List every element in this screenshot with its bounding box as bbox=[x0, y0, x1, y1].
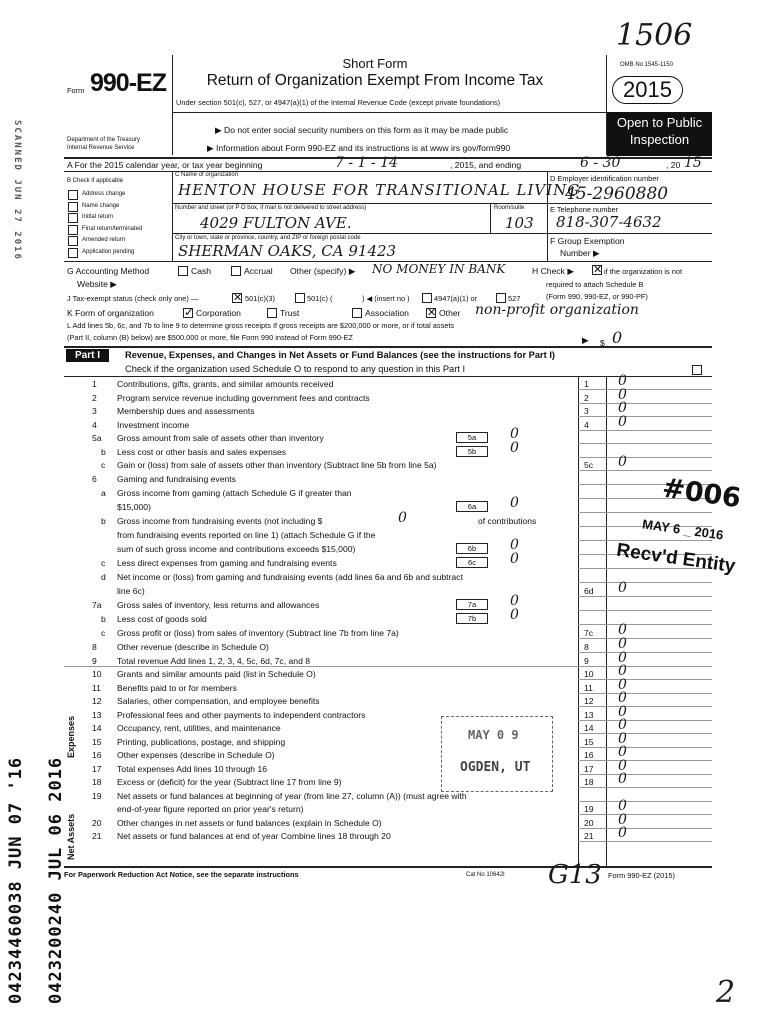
sub-box-label: 7a bbox=[456, 599, 488, 610]
line-text: Net assets or fund balances at end of year Combine lines 18 through 20 bbox=[117, 831, 391, 841]
line-number: 11 bbox=[92, 682, 101, 693]
b-checkbox-label: Initial return bbox=[82, 214, 114, 220]
line-number: c bbox=[101, 628, 106, 638]
line-text: $15,000) bbox=[117, 502, 151, 512]
line-text: Other expenses (describe in Schedule O) bbox=[117, 750, 275, 760]
stamp-code: #006 bbox=[660, 472, 743, 515]
amount-box-label: 16 bbox=[584, 750, 594, 760]
line-inline-amount[interactable]: 0 bbox=[398, 510, 407, 526]
gross-receipts-value[interactable]: 0 bbox=[612, 328, 623, 347]
line-text: Grants and similar amounts paid (list in Schedule O) bbox=[117, 669, 316, 679]
room-label: Room/suite bbox=[494, 205, 525, 211]
amount-value[interactable]: 0 bbox=[618, 649, 627, 666]
l-line-1: L Add lines 5b, 6c, and 7b to line 9 to determine gross receipts If gross receipts are $200,000 or more, or if total assets bbox=[67, 321, 455, 330]
amount-value[interactable]: 0 bbox=[618, 798, 627, 814]
amount-box-label: 21 bbox=[584, 831, 594, 841]
b-checkbox[interactable] bbox=[68, 213, 78, 223]
association-label: Association bbox=[365, 308, 409, 318]
b-checkbox-label: Address change bbox=[82, 191, 126, 197]
line-number: d bbox=[101, 572, 106, 582]
org-name[interactable]: HENTON HOUSE FOR TRANSITIONAL LIVING bbox=[178, 181, 581, 199]
line-number: 6 bbox=[92, 474, 97, 484]
line-number: c bbox=[101, 460, 106, 470]
b-checkbox[interactable] bbox=[68, 190, 78, 200]
top-right-handwritten-number: 1506 bbox=[616, 18, 693, 53]
part1-schedule-o-check: Check if the organization used Schedule O to respond to any question in this Part I bbox=[125, 364, 466, 374]
line-text: Contributions, gifts, grants, and similar amounts received bbox=[117, 379, 334, 389]
line-number: 20 bbox=[92, 817, 102, 828]
sub-box-value[interactable]: 0 bbox=[510, 426, 519, 442]
other-method-specify[interactable]: NO MONEY IN BANK bbox=[372, 262, 506, 276]
line-text: Occupancy, rent, utilities, and maintenance bbox=[117, 723, 281, 733]
amount-box-label: 15 bbox=[584, 736, 594, 747]
501c-label: 501(c) ( bbox=[307, 294, 333, 303]
line-text: Less direct expenses from gaming and fundraising events bbox=[117, 558, 337, 568]
line-number: 13 bbox=[92, 709, 102, 720]
b-check-label: B Check if applicable bbox=[67, 178, 124, 184]
line-text: from fundraising events reported on line 1) (attach Schedule G if the bbox=[117, 530, 376, 540]
tax-exempt-status-label: J Tax-exempt status (check only one) — bbox=[67, 294, 199, 303]
sub-box-label: 5a bbox=[456, 432, 488, 443]
line-text: Less cost of goods sold bbox=[117, 614, 207, 624]
line-number: 1 bbox=[92, 379, 97, 389]
sub-box-value[interactable]: 0 bbox=[510, 495, 519, 511]
amount-box-label: 1 bbox=[584, 379, 589, 389]
sub-box-label: 6b bbox=[456, 543, 488, 554]
b-checkbox-label: Name change bbox=[82, 202, 120, 209]
b-checkbox-label: Application pending bbox=[82, 248, 135, 255]
line-text: Gross profit or (loss) from sales of inventory (Subtract line 7b from line 7a) bbox=[117, 628, 399, 638]
b-checkbox[interactable] bbox=[68, 236, 78, 246]
line-text: Salaries, other compensation, and employee benefits bbox=[117, 696, 320, 706]
amount-value[interactable]: 0 bbox=[618, 730, 627, 747]
received-stamp-ogden: OGDEN, UT bbox=[460, 760, 531, 775]
phone-label: E Telephone number bbox=[550, 205, 619, 214]
group-exemption-label: F Group Exemption bbox=[550, 236, 625, 246]
line-text: Gross income from gaming (attach Schedule G if greater than bbox=[117, 488, 352, 498]
tax-year-end[interactable]: 6 - 30 bbox=[580, 155, 621, 171]
line-number: 16 bbox=[92, 750, 102, 760]
city-label: City or town, state or province, country, and ZIP or foreign postal code bbox=[175, 235, 361, 241]
line-number: 18 bbox=[92, 777, 102, 787]
sub-box-value[interactable]: 0 bbox=[510, 537, 519, 553]
footer-form: Form 990-EZ (2015) bbox=[608, 871, 675, 880]
line-text: Gaming and fundraising events bbox=[117, 474, 236, 484]
other-org-specify[interactable]: non-profit organization bbox=[475, 302, 639, 318]
amount-value[interactable]: 0 bbox=[618, 676, 627, 693]
other-org-checkbox[interactable] bbox=[426, 308, 436, 318]
line-number: b bbox=[101, 516, 106, 526]
line-number: 17 bbox=[92, 763, 102, 774]
line-text: Membership dues and assessments bbox=[117, 406, 255, 416]
amount-value[interactable]: 0 bbox=[618, 811, 627, 828]
amount-value[interactable]: 0 bbox=[618, 580, 627, 596]
line-number: 12 bbox=[92, 696, 102, 706]
accrual-label: Accrual bbox=[244, 266, 273, 276]
part1-tag: Part I bbox=[66, 349, 109, 362]
501c3-label: 501(c)(3) bbox=[245, 294, 275, 303]
line-number: 3 bbox=[92, 406, 97, 416]
line-text: Total expenses Add lines 10 through 16 bbox=[117, 763, 268, 774]
sub-box-label: 6a bbox=[456, 501, 488, 512]
association-checkbox[interactable] bbox=[352, 308, 362, 318]
ssn-notice: ▶ Do not enter social security numbers on this form as it may be made public bbox=[215, 125, 509, 135]
check-mark-icon: ✕ bbox=[427, 307, 437, 319]
amount-box-label: 7c bbox=[584, 628, 594, 638]
line-number: 9 bbox=[92, 655, 97, 666]
amount-value[interactable]: 0 bbox=[618, 744, 627, 760]
group-exemption-number: Number ▶ bbox=[560, 248, 600, 258]
line-text: Professional fees and other payments to independent contractors bbox=[117, 709, 366, 720]
city-state-zip[interactable]: SHERMAN OAKS, CA 91423 bbox=[178, 242, 397, 260]
amount-box-label: 18 bbox=[584, 777, 594, 787]
org-name-label: C Name of organization bbox=[175, 172, 239, 178]
line-text: line 6c) bbox=[117, 586, 145, 596]
amount-box-label: 12 bbox=[584, 696, 594, 706]
paperwork-notice: For Paperwork Reduction Act Notice, see the separate instructions bbox=[64, 870, 299, 879]
b-checkbox[interactable] bbox=[68, 202, 78, 212]
line-number: 7a bbox=[92, 600, 102, 610]
trust-checkbox[interactable] bbox=[267, 308, 277, 318]
amount-value[interactable]: 0 bbox=[618, 690, 627, 706]
amount-box-label: 8 bbox=[584, 642, 589, 652]
line-number: 4 bbox=[92, 419, 97, 430]
cash-checkbox[interactable] bbox=[178, 266, 188, 276]
amount-box-label: 3 bbox=[584, 406, 589, 416]
side-net-assets: Net Assets bbox=[66, 813, 76, 860]
open-public-line2: Inspection bbox=[629, 132, 690, 147]
amount-box-label: 9 bbox=[584, 655, 589, 666]
other-method-label: Other (specify) ▶ bbox=[290, 266, 356, 276]
amount-value[interactable]: 0 bbox=[618, 454, 627, 470]
accrual-checkbox[interactable] bbox=[231, 266, 241, 276]
omb-number: OMB No 1545-1150 bbox=[620, 62, 673, 68]
amount-box-label: 10 bbox=[584, 669, 594, 679]
527-label: 527 bbox=[508, 294, 521, 303]
line-number: 5a bbox=[92, 433, 102, 443]
amount-box-label: 5c bbox=[584, 460, 594, 470]
left-vertical-stamp-2: 04234460038 JUN 07 '16 bbox=[6, 756, 26, 1004]
b-checkbox[interactable] bbox=[68, 225, 78, 235]
501c3-checkbox[interactable] bbox=[232, 293, 242, 303]
amount-box-label: 17 bbox=[584, 763, 594, 774]
sub-box-value[interactable]: 0 bbox=[510, 607, 519, 623]
irs-label: Internal Revenue Service bbox=[67, 145, 135, 151]
stamp-date: MAY 6 _ 2016 bbox=[641, 516, 725, 543]
line-text: Other changes in net assets or fund balances (explain in Schedule O) bbox=[117, 817, 382, 828]
accounting-method-label: G Accounting Method bbox=[67, 266, 150, 276]
schedule-b-checkbox[interactable] bbox=[592, 265, 602, 275]
tax-year-begin[interactable]: 7 - 1 - 14 bbox=[335, 155, 398, 171]
line-text: sum of such gross income and contributions exceeds $15,000) bbox=[117, 544, 356, 554]
open-public-line1: Open to Public bbox=[616, 115, 703, 130]
amount-value[interactable]: 0 bbox=[618, 386, 627, 403]
stamp-recvd-entity: Recv'd Entity bbox=[615, 539, 737, 578]
schedule-o-checkbox[interactable] bbox=[692, 365, 702, 375]
4947-checkbox[interactable] bbox=[422, 293, 432, 303]
amount-value[interactable]: 0 bbox=[618, 622, 627, 638]
line-number: b bbox=[101, 446, 106, 457]
phone-value[interactable]: 818-307-4632 bbox=[556, 213, 662, 231]
amount-value[interactable]: 0 bbox=[618, 413, 627, 430]
line-text: Less cost or other basis and sales expenses bbox=[117, 446, 287, 457]
received-stamp-date: MAY 0 9 bbox=[468, 728, 519, 742]
line-number: a bbox=[101, 488, 106, 498]
line-text: Excess or (deficit) for the year (Subtract line 17 from line 9) bbox=[117, 777, 342, 787]
check-mark-icon: ✕ bbox=[593, 264, 603, 276]
b-checkbox-label: Final return/terminated bbox=[82, 225, 143, 232]
line-number: 10 bbox=[92, 669, 102, 679]
amount-value[interactable]: 0 bbox=[618, 757, 627, 774]
line-text: Printing, publications, postage, and shipping bbox=[117, 736, 286, 747]
cash-label: Cash bbox=[191, 266, 212, 276]
form-subtitle: Under section 501(c), 527, or 4947(a)(1) of the Internal Revenue Code (except private foundations) bbox=[176, 98, 501, 107]
amount-box-label: 19 bbox=[584, 804, 594, 814]
other-org-label: Other bbox=[439, 308, 461, 318]
l-arrow: ▶ bbox=[582, 335, 589, 345]
sub-box-value[interactable]: 0 bbox=[510, 593, 519, 609]
side-expenses: Expenses bbox=[66, 715, 76, 758]
website-label: Website ▶ bbox=[77, 279, 117, 289]
ein-label: D Employer identification number bbox=[550, 174, 659, 183]
form-number: 990-EZ bbox=[90, 69, 166, 97]
cat-number: Cat No 10642I bbox=[466, 872, 505, 878]
check-mark-icon: ✓ bbox=[184, 305, 195, 319]
form-of-org-label: K Form of organization bbox=[67, 308, 154, 318]
tax-year-end-yr[interactable]: 15 bbox=[684, 155, 702, 171]
amount-box-label: 20 bbox=[584, 817, 594, 828]
h-text-2: required to attach Schedule B bbox=[546, 280, 644, 289]
handwritten-initials: G13 bbox=[548, 860, 602, 890]
corner-handwritten-mark: 2 bbox=[716, 975, 736, 1010]
b-checkbox[interactable] bbox=[68, 248, 78, 258]
amount-box-label: 6d bbox=[584, 586, 594, 596]
line-text: Other revenue (describe in Schedule O) bbox=[117, 642, 269, 652]
line-text: Benefits paid to or for members bbox=[117, 682, 237, 693]
line-text: Program service revenue including government fees and contracts bbox=[117, 392, 370, 403]
sub-box-value[interactable]: 0 bbox=[510, 551, 519, 567]
line-number: 19 bbox=[92, 790, 102, 801]
amount-box-label: 11 bbox=[584, 682, 593, 693]
line-number: c bbox=[101, 558, 106, 568]
4947-label: 4947(a)(1) or bbox=[434, 294, 478, 303]
corporation-checkbox[interactable] bbox=[183, 305, 195, 319]
room-suite[interactable]: 103 bbox=[505, 214, 534, 232]
sub-box-label: 6c bbox=[456, 557, 488, 568]
scanned-margin-stamp: SCANNED JUN 27 2016 bbox=[12, 120, 22, 261]
ein-value[interactable]: 45-2960880 bbox=[565, 184, 669, 204]
line-number: 15 bbox=[92, 736, 102, 747]
amount-value[interactable]: 0 bbox=[618, 825, 627, 841]
line-text: Total revenue Add lines 1, 2, 3, 4, 5c, 6d, 7c, and 8 bbox=[117, 655, 311, 666]
b-checkbox-label: Amended return bbox=[82, 237, 126, 243]
amount-value[interactable]: 0 bbox=[618, 771, 627, 787]
part1-title: Revenue, Expenses, and Changes in Net Assets or Fund Balances (see the instructions for Part I) bbox=[125, 350, 556, 360]
department-label: Department of the Treasury bbox=[67, 137, 141, 143]
line-text: Gross income from fundraising events (not including $ bbox=[117, 516, 323, 526]
row-a-yr-pre: , 20 bbox=[666, 160, 681, 170]
info-notice: ▶ Information about Form 990-EZ and its instructions is at www irs gov/form990 bbox=[207, 143, 511, 153]
amount-value[interactable]: 0 bbox=[618, 373, 627, 389]
row-a-mid: , 2015, and ending bbox=[450, 160, 522, 170]
line-text: Investment income bbox=[117, 419, 190, 430]
street-address[interactable]: 4029 FULTON AVE. bbox=[200, 214, 352, 232]
line-text: Gross amount from sale of assets other than inventory bbox=[117, 433, 324, 443]
line-text: Net assets or fund balances at beginning of year (from line 27, column (A)) (must agree with bbox=[117, 790, 467, 801]
trust-label: Trust bbox=[280, 308, 300, 318]
501c-checkbox[interactable] bbox=[295, 293, 305, 303]
left-vertical-stamp-1: 0423200240 JUL 06 2016 bbox=[46, 756, 66, 1004]
form-title: Return of Organization Exempt From Income Tax bbox=[206, 72, 544, 89]
h-text-3: (Form 990, 990-EZ, or 990-PF) bbox=[546, 292, 648, 301]
sub-box-value[interactable]: 0 bbox=[510, 439, 519, 456]
line-number: 14 bbox=[92, 723, 102, 733]
amount-value[interactable]: 0 bbox=[618, 663, 627, 679]
amount-value[interactable]: 0 bbox=[618, 400, 627, 416]
l-dollar: $ bbox=[600, 338, 605, 348]
l-line-2: (Part II, column (B) below) are $500,000 or more, file Form 990 instead of Form 990-EZ bbox=[67, 333, 353, 342]
line-text: end-of-year figure reported on prior year's return) bbox=[117, 804, 304, 814]
line-number: 21 bbox=[92, 831, 102, 841]
sub-box-label: 5b bbox=[456, 446, 488, 457]
line-number: 8 bbox=[92, 642, 97, 652]
line-number: 2 bbox=[92, 392, 97, 403]
line-text: Net income or (loss) from gaming and fundraising events (add lines 6a and 6b and subtract bbox=[117, 572, 463, 582]
form-label: Form bbox=[67, 86, 85, 95]
amount-box-label: 2 bbox=[584, 392, 589, 403]
insert-no-label: ) ◀ (insert no ) bbox=[362, 294, 410, 303]
amount-box-label: 13 bbox=[584, 709, 594, 720]
line-text-2: of contributions bbox=[478, 516, 537, 526]
amount-box-label: 14 bbox=[584, 723, 594, 733]
amount-value[interactable]: 0 bbox=[618, 636, 627, 652]
corporation-label: Corporation bbox=[196, 308, 241, 318]
tax-year: 2015 bbox=[612, 76, 683, 104]
line-text: Gain or (loss) from sale of assets other than inventory (Subtract line 5b from line 5a) bbox=[117, 460, 437, 470]
h-check-label: H Check ▶ bbox=[532, 266, 574, 276]
street-label: Number and street (or P O box, if mail is not delivered to street address) bbox=[175, 205, 367, 211]
h-text-1: if the organization is not bbox=[604, 267, 683, 276]
short-form-label: Short Form bbox=[342, 56, 408, 71]
amount-value[interactable]: 0 bbox=[618, 703, 627, 720]
amount-box-label: 4 bbox=[584, 419, 589, 430]
sub-box-label: 7b bbox=[456, 613, 488, 624]
line-number: b bbox=[101, 614, 106, 624]
row-a-label: A For the 2015 calendar year, or tax year beginning bbox=[67, 160, 263, 170]
check-mark-icon: ✕ bbox=[233, 292, 243, 304]
line-text: Gross sales of inventory, less returns and allowances bbox=[117, 600, 320, 610]
amount-value[interactable]: 0 bbox=[618, 717, 627, 733]
